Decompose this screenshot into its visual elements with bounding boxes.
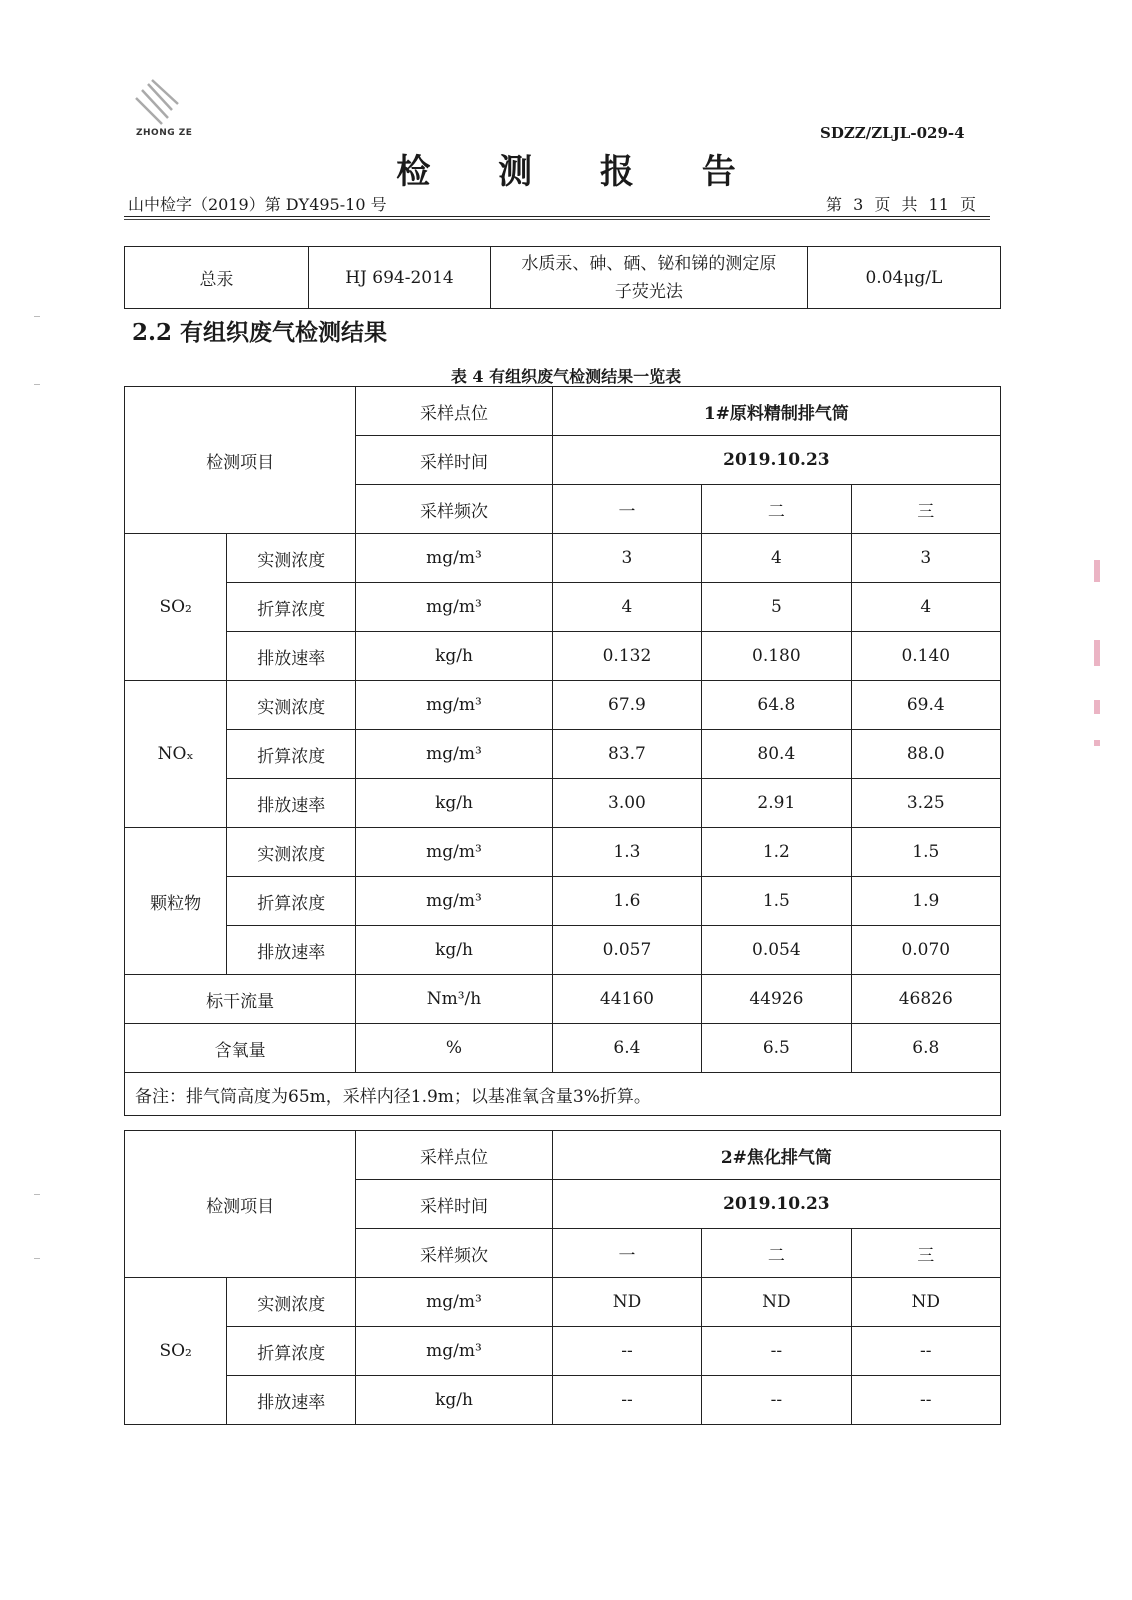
table-cell: ND: [702, 1278, 851, 1327]
table-row: [125, 1278, 1001, 1327]
report-number: 山中检字（2019）第 DY495-10 号: [128, 195, 387, 214]
logo-text: ZHONG ZE: [136, 128, 193, 138]
table-row: [125, 1131, 1001, 1180]
table-cell: --: [552, 1327, 701, 1376]
results-table-2: [124, 1130, 1001, 1425]
seam-stamp-mark: [1094, 640, 1100, 666]
table-cell: 83.7: [552, 730, 701, 779]
unit-conc: mg/m³: [356, 828, 552, 877]
table-cell: --: [851, 1327, 1000, 1376]
table-row: [125, 681, 1001, 730]
unit-flow: Nm³/h: [356, 975, 552, 1024]
method-name: [490, 247, 807, 309]
table-cell: 0.180: [702, 632, 851, 681]
emission-rate-label: 排放速率: [227, 926, 356, 975]
emission-rate-label: 排放速率: [227, 1376, 356, 1425]
nox-label: NOₓ: [125, 681, 227, 828]
table-cell: 0.054: [702, 926, 851, 975]
sampling-freq-label: 采样频次: [356, 485, 552, 534]
table-cell: 5: [702, 583, 851, 632]
scan-tick: [34, 384, 40, 385]
converted-conc-label: 折算浓度: [227, 877, 356, 926]
table-row: [125, 632, 1001, 681]
method-limit: 0.04μg/L: [807, 247, 1000, 309]
sampling-time-value: 2019.10.23: [552, 1180, 1000, 1229]
method-name-line1: 水质汞、砷、硒、铋和锑的测定原: [521, 253, 777, 274]
converted-conc-label: 折算浓度: [227, 1327, 356, 1376]
table-cell: 6.4: [552, 1024, 701, 1073]
table-row: [125, 1024, 1001, 1073]
freq-1: 一: [552, 1229, 701, 1278]
sampling-time-value: 2019.10.23: [552, 436, 1000, 485]
table-row: [125, 877, 1001, 926]
document-code: SDZZ/ZLJL-029-4: [820, 124, 965, 142]
oxygen-label: 含氧量: [125, 1024, 356, 1073]
table-cell: --: [702, 1327, 851, 1376]
table-cell: 1.3: [552, 828, 701, 877]
measured-conc-label: 实测浓度: [227, 681, 356, 730]
table-cell: 0.132: [552, 632, 701, 681]
table-cell: ND: [552, 1278, 701, 1327]
table-cell: 1.6: [552, 877, 701, 926]
table-cell: 3.25: [851, 779, 1000, 828]
seam-stamp-mark: [1094, 740, 1100, 746]
table-row: [125, 828, 1001, 877]
table-note: 备注：排气筒高度为65m，采样内径1.9m；以基准氧含量3%折算。: [125, 1073, 1001, 1116]
so2-label: SO₂: [125, 1278, 227, 1425]
unit-conc: mg/m³: [356, 730, 552, 779]
table-cell: 2.91: [702, 779, 851, 828]
seam-stamp-mark: [1094, 700, 1100, 714]
page-title: 检 测 报 告: [396, 152, 764, 192]
table-cell: 64.8: [702, 681, 851, 730]
unit-rate: kg/h: [356, 926, 552, 975]
test-item-header: 检测项目: [125, 1131, 356, 1278]
table-cell: 4: [552, 583, 701, 632]
table-cell: 1.5: [702, 877, 851, 926]
freq-3: 三: [851, 485, 1000, 534]
sampling-point-label: 采样点位: [356, 1131, 552, 1180]
table-cell: 1.9: [851, 877, 1000, 926]
table-cell: 3.00: [552, 779, 701, 828]
freq-3: 三: [851, 1229, 1000, 1278]
table-cell: 1.5: [851, 828, 1000, 877]
sampling-point-value: 1#原料精制排气筒: [552, 387, 1000, 436]
freq-2: 二: [702, 485, 851, 534]
unit-rate: kg/h: [356, 632, 552, 681]
method-table: [124, 246, 1001, 309]
measured-conc-label: 实测浓度: [227, 534, 356, 583]
table-cell: 69.4: [851, 681, 1000, 730]
scan-tick: [34, 1194, 40, 1195]
table-row: [125, 1073, 1001, 1116]
table-row: [125, 1376, 1001, 1425]
results-table-1: [124, 386, 1001, 1116]
table-row: [125, 730, 1001, 779]
sampling-time-label: 采样时间: [356, 1180, 552, 1229]
table-cell: 0.057: [552, 926, 701, 975]
header-rule-thin: [124, 219, 990, 220]
unit-rate: kg/h: [356, 779, 552, 828]
unit-conc: mg/m³: [356, 877, 552, 926]
table-cell: 3: [851, 534, 1000, 583]
emission-rate-label: 排放速率: [227, 779, 356, 828]
seam-stamp-mark: [1094, 560, 1100, 582]
converted-conc-label: 折算浓度: [227, 583, 356, 632]
table-cell: 4: [702, 534, 851, 583]
method-standard: HJ 694-2014: [308, 247, 490, 309]
freq-1: 一: [552, 485, 701, 534]
table-cell: 4: [851, 583, 1000, 632]
scan-tick: [34, 1258, 40, 1259]
table-cell: 46826: [851, 975, 1000, 1024]
section-title: 2.2 有组织废气检测结果: [132, 319, 388, 346]
table-cell: 0.070: [851, 926, 1000, 975]
table-cell: 88.0: [851, 730, 1000, 779]
table-row: [125, 975, 1001, 1024]
unit-percent: %: [356, 1024, 552, 1073]
converted-conc-label: 折算浓度: [227, 730, 356, 779]
table-cell: --: [851, 1376, 1000, 1425]
flow-label: 标干流量: [125, 975, 356, 1024]
logo-stripes-icon: [128, 78, 188, 128]
measured-conc-label: 实测浓度: [227, 1278, 356, 1327]
page-info: 第 3 页 共 11 页: [826, 195, 976, 214]
sampling-time-label: 采样时间: [356, 436, 552, 485]
unit-conc: mg/m³: [356, 534, 552, 583]
table-cell: 44926: [702, 975, 851, 1024]
header-rule: [124, 216, 990, 217]
table-cell: --: [552, 1376, 701, 1425]
measured-conc-label: 实测浓度: [227, 828, 356, 877]
unit-conc: mg/m³: [356, 681, 552, 730]
table-cell: 67.9: [552, 681, 701, 730]
sampling-point-value: 2#焦化排气筒: [552, 1131, 1000, 1180]
unit-conc: mg/m³: [356, 583, 552, 632]
table-caption: 表 4 有组织废气检测结果一览表: [450, 367, 682, 386]
test-item-header: 检测项目: [125, 387, 356, 534]
freq-2: 二: [702, 1229, 851, 1278]
emission-rate-label: 排放速率: [227, 632, 356, 681]
sampling-freq-label: 采样频次: [356, 1229, 552, 1278]
unit-conc: mg/m³: [356, 1278, 552, 1327]
table-cell: 0.140: [851, 632, 1000, 681]
table-cell: 44160: [552, 975, 701, 1024]
pm-label: 颗粒物: [125, 828, 227, 975]
table-row: [125, 247, 1001, 309]
table-row: [125, 387, 1001, 436]
unit-rate: kg/h: [356, 1376, 552, 1425]
method-item: 总汞: [125, 247, 309, 309]
method-name-line2: 子荧光法: [614, 281, 683, 302]
table-row: [125, 779, 1001, 828]
company-logo: [128, 78, 208, 142]
table-row: [125, 534, 1001, 583]
unit-conc: mg/m³: [356, 1327, 552, 1376]
scan-tick: [34, 316, 40, 317]
so2-label: SO₂: [125, 534, 227, 681]
sampling-point-label: 采样点位: [356, 387, 552, 436]
table-cell: 1.2: [702, 828, 851, 877]
table-row: [125, 583, 1001, 632]
table-cell: 6.8: [851, 1024, 1000, 1073]
table-row: [125, 926, 1001, 975]
table-cell: 6.5: [702, 1024, 851, 1073]
table-row: [125, 1327, 1001, 1376]
table-cell: 80.4: [702, 730, 851, 779]
table-cell: ND: [851, 1278, 1000, 1327]
table-cell: 3: [552, 534, 701, 583]
table-cell: --: [702, 1376, 851, 1425]
